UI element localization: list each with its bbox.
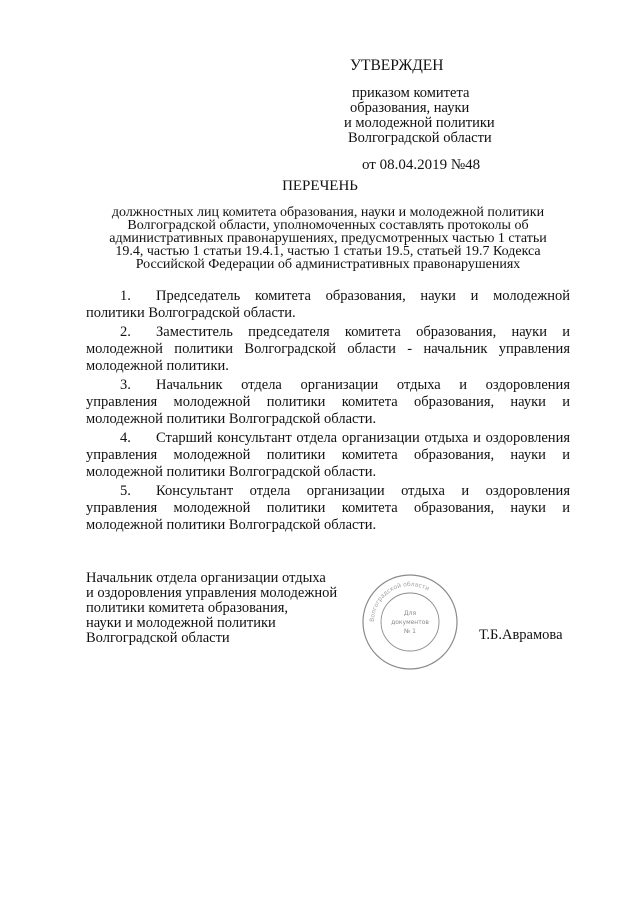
list-item — [86, 377, 570, 428]
official-stamp — [360, 572, 460, 672]
item-number: 3. — [120, 377, 131, 393]
approval-line: образования, науки — [350, 100, 470, 116]
approval-line: приказом комитета — [352, 85, 470, 101]
signature-line: Волгоградской области — [86, 630, 230, 646]
stamp-center-line: № 1 — [404, 628, 416, 635]
approval-line: Волгоградской области — [348, 130, 492, 146]
item-number: 4. — [120, 430, 131, 446]
item-text: Начальник отдела организации отдыха и оздоровления управления молодежной политики комитета образования, науки и молодежной политики Волгоградской области. — [86, 377, 570, 427]
signature-line: Начальник отдела организации отдыха — [86, 570, 326, 586]
subtitle-line: административных правонарушениях, предусмотренных частью 1 статьи — [109, 231, 547, 246]
list-item — [86, 324, 570, 375]
approval-block — [340, 58, 600, 173]
document-title: ПЕРЕЧЕНЬ — [282, 178, 358, 194]
list-item — [86, 288, 570, 322]
subtitle-line: 19.4, частью 1 статьи 19.4.1, частью 1 статьи 19.5, статьей 19.7 Кодекса — [115, 244, 541, 259]
subtitle-line: Волгоградской области, уполномоченных составлять протоколы об — [127, 218, 529, 233]
signer-name: Т.Б.Аврамова — [479, 627, 563, 643]
subtitle-line: должностных лиц комитета образования, науки и молодежной политики — [111, 205, 545, 220]
item-text: Старший консультант отдела организации отдыха и оздоровления управления молодежной политики комитета образования, науки и молодежной политики Волгоградской области. — [86, 430, 570, 480]
officials-list — [86, 288, 570, 536]
stamp-center-line: Для — [403, 610, 417, 617]
item-number: 5. — [120, 483, 131, 499]
subtitle-line: Российской Федерации об административных правонарушениях — [135, 257, 521, 272]
item-number: 1. — [120, 288, 131, 304]
item-text: Заместитель председателя комитета образования, науки и молодежной политики Волгоградской области - начальник управления молодежной политики. — [86, 324, 570, 374]
item-number: 2. — [120, 324, 131, 340]
approval-heading: УТВЕРЖДЕН — [350, 57, 444, 74]
signature-line: науки и молодежной политики — [86, 615, 276, 631]
signature-title — [86, 571, 366, 646]
list-item — [86, 430, 570, 481]
list-item — [86, 483, 570, 534]
approval-date: от 08.04.2019 №48 — [362, 157, 481, 173]
stamp-ring-textpath: Волгоградской области — [368, 580, 431, 623]
item-text: Консультант отдела организации отдыха и оздоровления управления молодежной политики комитета образования, науки и молодежной политики Волгоградской области. — [86, 483, 570, 533]
document-subtitle — [88, 206, 568, 271]
approval-line: и молодежной политики — [344, 115, 495, 131]
item-text: Председатель комитета образования, науки и молодежной политики Волгоградской области. — [86, 288, 570, 321]
signature-line: политики комитета образования, — [86, 600, 289, 616]
signature-line: и оздоровления управления молодежной — [86, 585, 338, 601]
stamp-center-line: документов — [391, 619, 429, 626]
